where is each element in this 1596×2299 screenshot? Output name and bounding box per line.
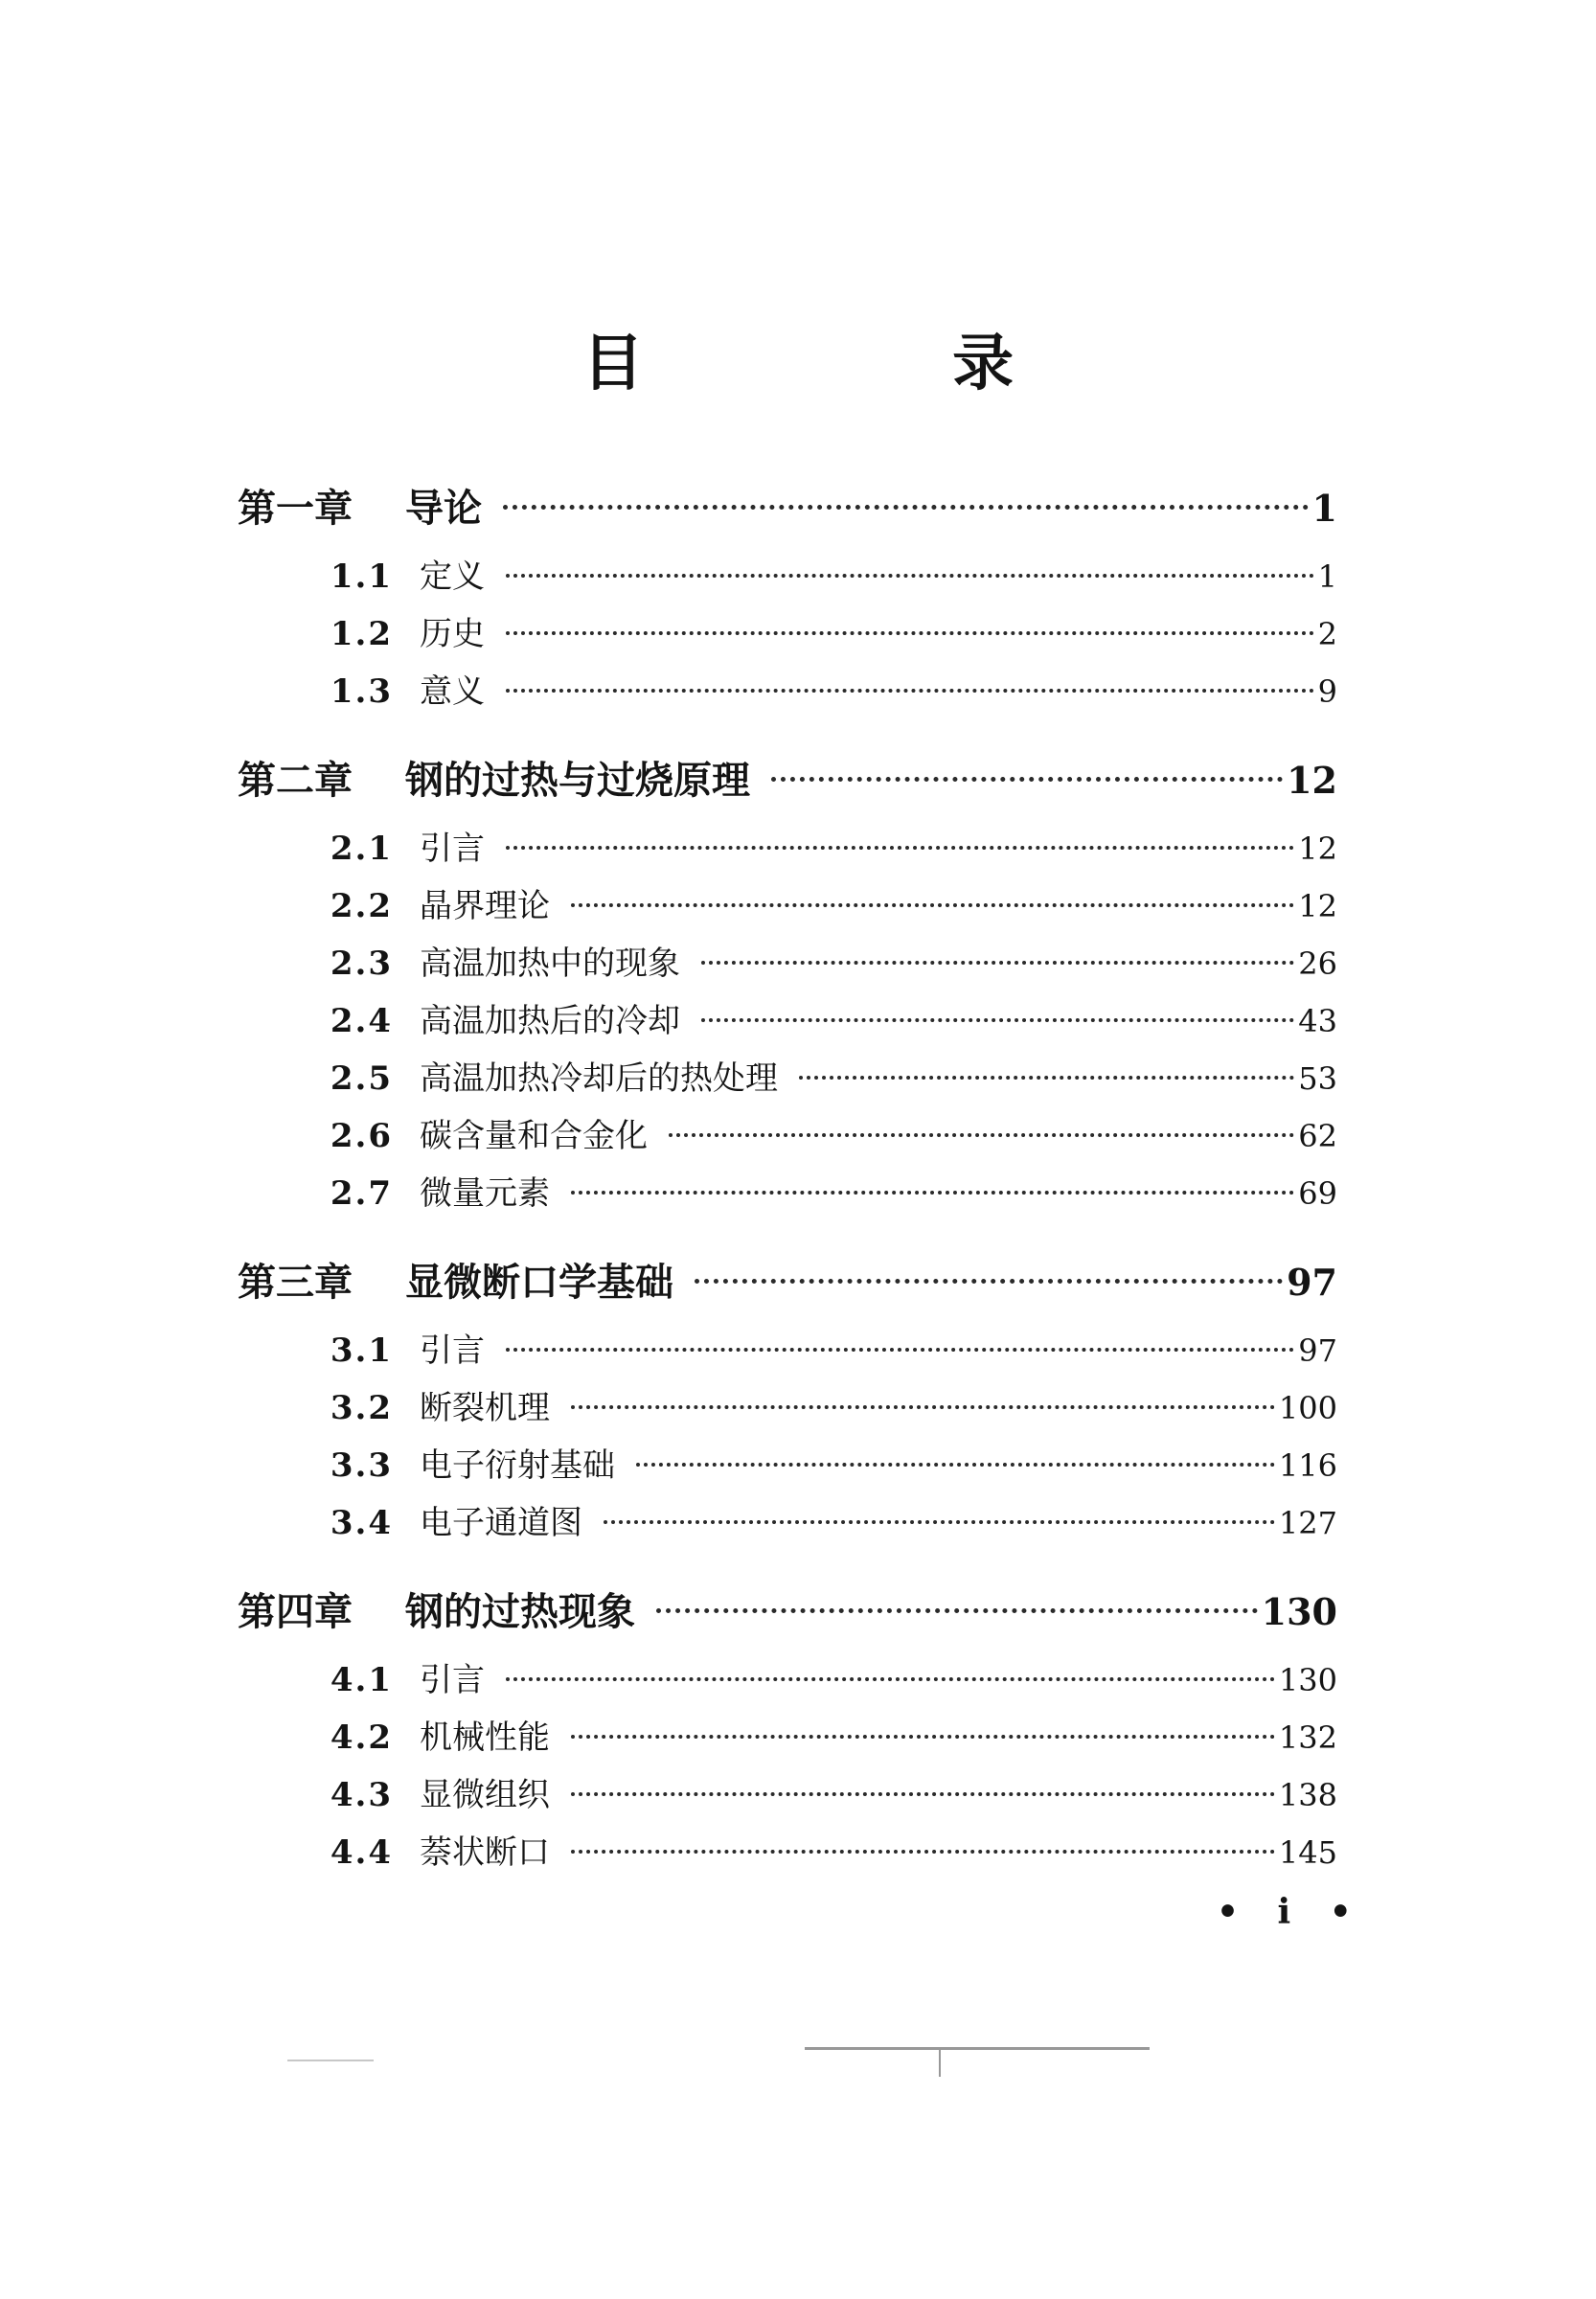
page-number: 12 [1298,831,1337,867]
section-entry[interactable] [238,820,1337,877]
page-number: 145 [1278,1834,1337,1871]
dot-leader [571,903,1294,907]
page-number: 43 [1298,1003,1337,1039]
section-title: 引言 [420,1661,485,1699]
section-entry[interactable] [238,1322,1337,1379]
section-entry[interactable] [238,663,1337,720]
page-number: 26 [1298,945,1337,982]
section-number: 2.5 [330,1059,393,1098]
section-entry[interactable] [238,935,1337,992]
page-number: 138 [1278,1777,1337,1813]
scan-artifact [939,2050,941,2077]
dot-leader [571,1405,1275,1409]
section-entry[interactable] [238,1165,1337,1222]
page-number: 97 [1287,1261,1337,1304]
section-title: 晶界理论 [420,887,550,925]
page-number: 130 [1261,1590,1337,1633]
page-number: 132 [1278,1719,1337,1756]
section-entry[interactable] [238,1709,1337,1766]
chapter-3 [238,1243,1337,1552]
section-entry[interactable] [238,1107,1337,1165]
section-entry[interactable] [238,1050,1337,1107]
dot-leader [656,1608,1258,1613]
section-entry[interactable] [238,1494,1337,1552]
dot-leader [636,1463,1275,1467]
section-number: 2.2 [330,887,393,925]
chapter-2 [238,741,1337,1222]
section-number: 3.3 [330,1446,393,1485]
dot-leader [701,1018,1294,1022]
chapter-1 [238,469,1337,720]
section-entry[interactable] [238,548,1337,605]
chapter-number: 第三章 [238,1260,353,1305]
dot-leader [571,1735,1275,1739]
section-entry[interactable] [238,1824,1337,1881]
chapter-title: 显微断口学基础 [405,1260,673,1305]
section-entry[interactable] [238,1651,1337,1709]
chapter-number: 第四章 [238,1589,353,1634]
section-entry[interactable] [238,1437,1337,1494]
dot-leader [571,1191,1294,1195]
page-title: 目 录 [581,328,1158,399]
dot-leader [799,1076,1294,1080]
section-title: 高温加热中的现象 [420,945,680,983]
section-number: 2.3 [330,945,393,983]
section-number: 2.1 [330,830,393,868]
section-number: 1.3 [330,672,393,711]
chapter-entry[interactable] [238,1573,1337,1651]
section-title: 电子衍射基础 [420,1446,615,1485]
section-title: 高温加热冷却后的热处理 [420,1059,778,1098]
dot-leader [571,1850,1275,1854]
section-number: 4.4 [330,1833,393,1872]
section-title: 意义 [420,672,485,711]
page-number: 62 [1298,1118,1337,1154]
section-title: 电子通道图 [420,1504,582,1542]
page-folio: • i • [1217,1892,1365,1932]
dot-leader [506,846,1294,850]
page-number: 53 [1298,1060,1337,1097]
section-number: 2.7 [330,1174,393,1213]
page-number: 130 [1278,1662,1337,1698]
section-title: 定义 [420,558,485,596]
dot-leader [604,1520,1275,1524]
dot-leader [669,1133,1294,1137]
chapter-title: 钢的过热与过烧原理 [405,758,750,803]
section-number: 2.6 [330,1117,393,1155]
section-title: 引言 [420,1332,485,1370]
page-number: 12 [1287,759,1337,802]
page-number: 1 [1317,558,1337,595]
dot-leader [771,777,1283,782]
page-number: 69 [1298,1175,1337,1212]
dot-leader [701,961,1294,965]
section-number: 3.2 [330,1389,393,1427]
section-entry[interactable] [238,877,1337,935]
page-number: 2 [1317,616,1337,652]
section-title: 机械性能 [420,1719,550,1757]
section-number: 4.2 [330,1719,393,1757]
chapter-title: 导论 [405,486,482,531]
chapter-4 [238,1573,1337,1881]
section-entry[interactable] [238,1379,1337,1437]
page-number: 12 [1298,888,1337,924]
section-number: 4.3 [330,1776,393,1814]
chapter-entry[interactable] [238,469,1337,548]
chapter-number: 第一章 [238,486,353,531]
page-number: 116 [1278,1447,1337,1484]
section-number: 2.4 [330,1002,393,1040]
section-number: 1.1 [330,558,393,596]
section-entry[interactable] [238,605,1337,663]
dot-leader [695,1279,1283,1284]
dot-leader [506,574,1314,578]
section-title: 历史 [420,615,485,653]
section-number: 3.4 [330,1504,393,1542]
scan-artifact [287,2060,374,2061]
section-title: 萘状断口 [420,1833,550,1872]
chapter-title: 钢的过热现象 [405,1589,635,1634]
section-number: 1.2 [330,615,393,653]
page-number: 1 [1311,487,1337,530]
section-title: 碳含量和合金化 [420,1117,648,1155]
table-of-contents [238,469,1337,1881]
chapter-number: 第二章 [238,758,353,803]
section-title: 显微组织 [420,1776,550,1814]
dot-leader [503,505,1309,510]
page-number: 127 [1278,1505,1337,1541]
dot-leader [571,1792,1275,1796]
page-number: 100 [1278,1390,1337,1426]
section-entry[interactable] [238,1766,1337,1824]
page-number: 97 [1298,1332,1337,1369]
dot-leader [506,1677,1275,1681]
section-title: 断裂机理 [420,1389,550,1427]
section-number: 4.1 [330,1661,393,1699]
section-title: 引言 [420,830,485,868]
chapter-entry[interactable] [238,1243,1337,1322]
chapter-entry[interactable] [238,741,1337,820]
page-number: 9 [1317,673,1337,710]
dot-leader [506,631,1314,635]
section-title: 高温加热后的冷却 [420,1002,680,1040]
section-number: 3.1 [330,1332,393,1370]
dot-leader [506,1348,1294,1352]
dot-leader [506,689,1314,693]
scan-artifact [805,2047,1150,2050]
section-title: 微量元素 [420,1174,550,1213]
section-entry[interactable] [238,992,1337,1050]
